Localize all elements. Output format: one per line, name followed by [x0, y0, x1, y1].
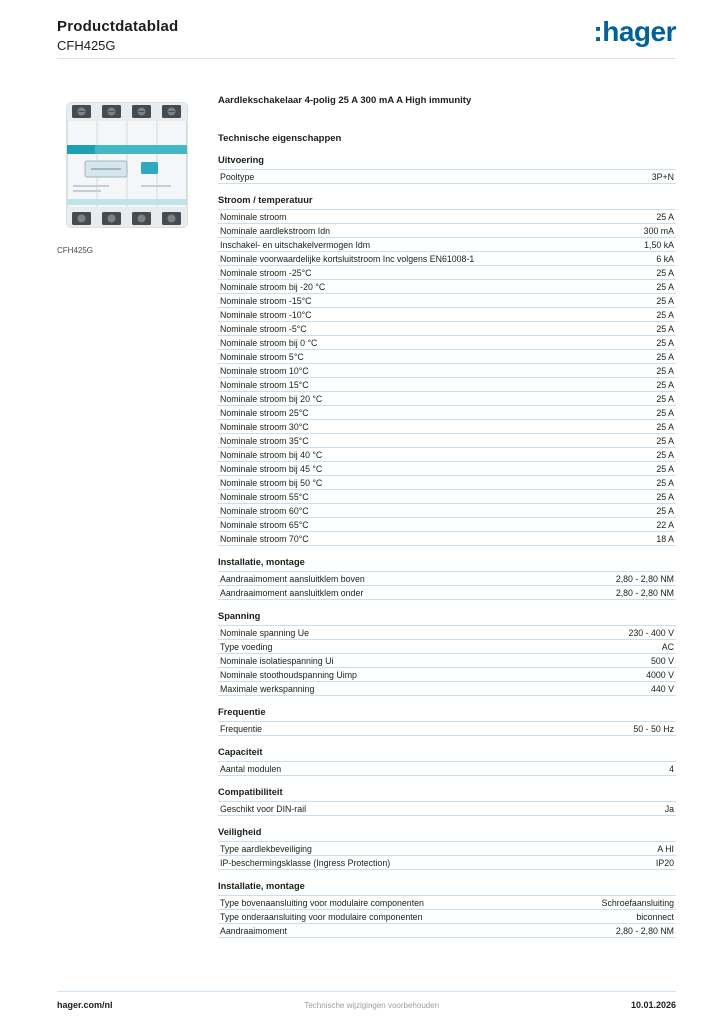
spec-label: Aandraaimoment aansluitklem boven: [220, 573, 365, 584]
spec-row: [218, 722, 676, 736]
spec-label: Nominale stroom 65°C: [220, 519, 309, 530]
spec-value: 25 A: [656, 463, 674, 474]
spec-label: Inschakel- en uitschakelvermogen Idm: [220, 239, 371, 250]
spec-label: Nominale aardlekstroom Idn: [220, 225, 331, 236]
spec-value: 25 A: [656, 281, 674, 292]
spec-value: 25 A: [656, 435, 674, 446]
spec-value: 25 A: [656, 211, 674, 222]
spec-row: [218, 392, 676, 406]
header-divider: [57, 58, 676, 59]
page-title: Productdatablad: [57, 18, 179, 35]
spec-sections: [218, 155, 676, 938]
spec-row: [218, 462, 676, 476]
spec-rows: [218, 801, 676, 816]
spec-rows: [218, 209, 676, 546]
header: [57, 18, 676, 53]
spec-value: 22 A: [656, 519, 674, 530]
hager-logo: :hager: [593, 16, 676, 47]
header-titles: [57, 18, 178, 53]
spec-label: Aandraaimoment aansluitklem onder: [220, 587, 364, 598]
spec-label: Aantal modulen: [220, 763, 282, 774]
section-title: Uitvoering: [218, 155, 264, 165]
spec-value: 230 - 400 V: [628, 627, 674, 638]
section-title: Frequentie: [218, 707, 266, 717]
left-column: [57, 95, 218, 938]
spec-row: [218, 682, 676, 696]
spec-row: [218, 322, 676, 336]
spec-value: 500 V: [651, 655, 674, 666]
spec-label: Nominale stroom bij 0 °C: [220, 337, 318, 348]
spec-value: 25 A: [656, 449, 674, 460]
spec-row: [218, 896, 676, 910]
spec-value: 25 A: [656, 309, 674, 320]
spec-row: [218, 448, 676, 462]
spec-row: [218, 762, 676, 776]
spec-value: 25 A: [656, 421, 674, 432]
section-title: Veiligheid: [218, 827, 262, 837]
spec-section: [218, 611, 676, 696]
spec-value: 18 A: [656, 533, 674, 544]
spec-row: [218, 238, 676, 252]
spec-value: 1,50 kA: [644, 239, 674, 250]
spec-label: Nominale stroom 30°C: [220, 421, 309, 432]
spec-row: [218, 252, 676, 266]
spec-label: Aandraaimoment: [220, 925, 287, 936]
spec-row: [218, 802, 676, 816]
spec-label: Nominale stroom bij 50 °C: [220, 477, 323, 488]
spec-row: [218, 364, 676, 378]
spec-row: [218, 308, 676, 322]
spec-row: [218, 668, 676, 682]
spec-value: 25 A: [656, 505, 674, 516]
spec-section: [218, 747, 676, 776]
spec-label: Nominale stroom -10°C: [220, 309, 312, 320]
spec-value: IP20: [655, 857, 674, 868]
spec-value: 2,80 - 2,80 NM: [615, 925, 674, 936]
footer-date: 10.01.2026: [630, 1000, 676, 1010]
product-image: [57, 95, 197, 240]
section-title: Installatie, montage: [218, 881, 305, 891]
spec-value: 6 kA: [656, 253, 674, 264]
spec-value: 25 A: [656, 337, 674, 348]
spec-rows: [218, 571, 676, 600]
spec-row: [218, 504, 676, 518]
product-image-caption: CFH425G: [57, 246, 94, 255]
spec-row: [218, 842, 676, 856]
spec-section: [218, 155, 676, 184]
tech-specs-heading: Technische eigenschappen: [218, 133, 342, 144]
spec-row: [218, 910, 676, 924]
spec-value: 25 A: [656, 491, 674, 502]
spec-value: 25 A: [656, 323, 674, 334]
spec-section: [218, 707, 676, 736]
spec-label: Type voeding: [220, 641, 273, 652]
spec-row: [218, 924, 676, 938]
spec-row: [218, 476, 676, 490]
spec-label: Maximale werkspanning: [220, 683, 315, 694]
section-title: Installatie, montage: [218, 557, 305, 567]
spec-value: 25 A: [656, 477, 674, 488]
spec-rows: [218, 841, 676, 870]
spec-value: 50 - 50 Hz: [633, 723, 674, 734]
section-title: Spanning: [218, 611, 261, 621]
spec-label: IP-beschermingsklasse (Ingress Protection): [220, 857, 391, 868]
main-content: [57, 95, 676, 938]
spec-label: Nominale stroom 25°C: [220, 407, 309, 418]
spec-value: 440 V: [651, 683, 674, 694]
spec-row: [218, 420, 676, 434]
product-title: Aardlekschakelaar 4-polig 25 A 300 mA A High immunity: [218, 95, 472, 106]
spec-label: Nominale stoothoudspanning Uimp: [220, 669, 357, 680]
spec-value: A HI: [657, 843, 674, 854]
spec-label: Nominale stroom 55°C: [220, 491, 309, 502]
spec-row: [218, 378, 676, 392]
spec-value: 25 A: [656, 407, 674, 418]
spec-label: Nominale stroom 70°C: [220, 533, 309, 544]
spec-label: Nominale stroom -15°C: [220, 295, 312, 306]
spec-section: [218, 827, 676, 870]
spec-row: [218, 586, 676, 600]
spec-value: Ja: [664, 803, 674, 814]
spec-section: [218, 195, 676, 546]
product-reference: CFH425G: [57, 38, 116, 53]
spec-label: Nominale stroom 60°C: [220, 505, 309, 516]
spec-value: 25 A: [656, 351, 674, 362]
spec-label: Geschikt voor DIN-rail: [220, 803, 307, 814]
spec-label: Nominale stroom -5°C: [220, 323, 307, 334]
spec-label: Nominale stroom bij -20 °C: [220, 281, 326, 292]
spec-label: Nominale voorwaardelijke kortsluitstroom Inc volgens EN61008-1: [220, 253, 475, 264]
spec-row: [218, 626, 676, 640]
spec-row: [218, 654, 676, 668]
section-title: Stroom / temperatuur: [218, 195, 313, 205]
spec-row: [218, 434, 676, 448]
spec-row: [218, 224, 676, 238]
footer-disclaimer: Technische wijzigingen voorbehouden: [304, 1001, 440, 1010]
spec-value: 3P+N: [651, 171, 674, 182]
spec-label: Nominale stroom 35°C: [220, 435, 309, 446]
spec-rows: [218, 169, 676, 184]
spec-value: 4: [669, 763, 674, 774]
spec-value: AC: [661, 641, 674, 652]
spec-section: [218, 787, 676, 816]
spec-section: [218, 881, 676, 938]
spec-rows: [218, 761, 676, 776]
spec-row: [218, 640, 676, 654]
spec-value: 4000 V: [646, 669, 674, 680]
spec-row: [218, 266, 676, 280]
spec-label: Nominale isolatiespanning Ui: [220, 655, 334, 666]
spec-label: Frequentie: [220, 723, 263, 734]
spec-row: [218, 210, 676, 224]
rcd-device-illustration: [57, 95, 197, 235]
spec-row: [218, 294, 676, 308]
spec-row: [218, 490, 676, 504]
footer: [57, 991, 676, 1010]
spec-label: Nominale stroom bij 40 °C: [220, 449, 323, 460]
spec-value: 25 A: [656, 295, 674, 306]
spec-row: [218, 280, 676, 294]
footer-website: hager.com/nl: [57, 1000, 113, 1010]
spec-value: 25 A: [656, 379, 674, 390]
spec-label: Type bovenaansluiting voor modulaire componenten: [220, 897, 424, 908]
spec-label: Nominale stroom 10°C: [220, 365, 309, 376]
spec-label: Type onderaansluiting voor modulaire componenten: [220, 911, 423, 922]
spec-label: Pooltype: [220, 171, 255, 182]
spec-row: [218, 350, 676, 364]
section-title: Capaciteit: [218, 747, 263, 757]
spec-label: Type aardlekbeveiliging: [220, 843, 312, 854]
spec-row: [218, 336, 676, 350]
right-column: [218, 95, 676, 938]
spec-value: 25 A: [656, 365, 674, 376]
spec-value: 2,80 - 2,80 NM: [615, 573, 674, 584]
spec-rows: [218, 721, 676, 736]
spec-value: 25 A: [656, 393, 674, 404]
spec-value: Schroefaansluiting: [601, 897, 674, 908]
spec-value: biconnect: [636, 911, 674, 922]
spec-row: [218, 856, 676, 870]
spec-rows: [218, 895, 676, 938]
spec-label: Nominale stroom: [220, 211, 287, 222]
spec-row: [218, 532, 676, 546]
spec-label: Nominale stroom bij 20 °C: [220, 393, 323, 404]
spec-label: Nominale stroom 15°C: [220, 379, 309, 390]
spec-row: [218, 406, 676, 420]
spec-rows: [218, 625, 676, 696]
spec-value: 25 A: [656, 267, 674, 278]
spec-row: [218, 170, 676, 184]
spec-value: 300 mA: [643, 225, 674, 236]
spec-label: Nominale stroom -25°C: [220, 267, 312, 278]
spec-row: [218, 572, 676, 586]
spec-label: Nominale stroom 5°C: [220, 351, 304, 362]
section-title: Compatibiliteit: [218, 787, 283, 797]
spec-row: [218, 518, 676, 532]
spec-label: Nominale stroom bij 45 °C: [220, 463, 323, 474]
spec-section: [218, 557, 676, 600]
spec-label: Nominale spanning Ue: [220, 627, 309, 638]
spec-value: 2,80 - 2,80 NM: [615, 587, 674, 598]
